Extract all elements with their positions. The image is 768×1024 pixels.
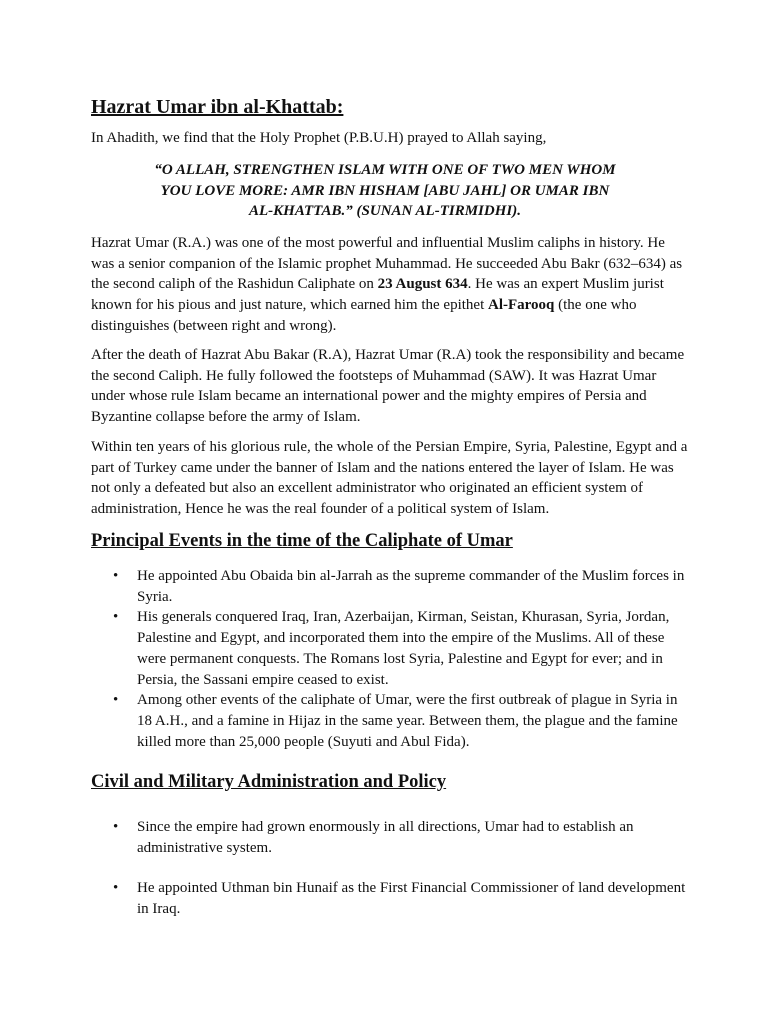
list-item-text: He appointed Abu Obaida bin al-Jarrah as the supreme commander of the Muslim forces in Syria.: [137, 568, 685, 605]
section-heading-principal-events: Principal Events in the time of the Caliphate of Umar: [91, 531, 513, 551]
paragraph-text: (the one who distinguishes (between right and wrong).: [91, 297, 637, 334]
intro-paragraph: In Ahadith, we find that the Holy Prophet (P.B.U.H) prayed to Allah saying,: [91, 130, 547, 146]
bullet-icon: •: [113, 880, 119, 896]
list-item-text: Since the empire had grown enormously in all directions, Umar had to establish an administrative system.: [137, 819, 634, 856]
paragraph-text: . He was an expert Muslim jurist known for his pious and just nature, which earned him the epithet: [91, 276, 664, 314]
quote-line: YOU LOVE MORE: AMR IBN HISHAM [ABU JAHL] OR UMAR IBN: [160, 182, 610, 199]
list-item: [91, 878, 691, 919]
list-item: [91, 690, 691, 752]
succession-date: 23 August 634: [377, 276, 468, 293]
caliphate-paragraph: After the death of Hazrat Abu Bakar (R.A), Hazrat Umar (R.A) took the responsibility and became the second Caliph. He fully followed the footsteps of Muhammad (SAW). It was Hazrat Umar under whose rule Islam became an international power and the mighty empires of Persia and Byzantine collapse before the army of Islam.: [91, 347, 685, 426]
hadith-quote: [120, 160, 650, 222]
list-item-text: His generals conquered Iraq, Iran, Azerbaijan, Kirman, Seistan, Khurasan, Syria, Jordan, Palestine and Egypt, and incorporated them into the empire of the Muslims. All of these were permanent conquests. The Romans lost Syria, Palestine and Egypt for ever; and in Persia, the Sassani empire ceased to exist.: [137, 609, 670, 688]
list-item: [91, 817, 691, 858]
bullet-icon: •: [113, 609, 119, 626]
list-item: [91, 607, 691, 690]
list-item-text: He appointed Uthman bin Hunaif as the First Financial Commissioner of land development in Iraq.: [137, 880, 686, 917]
bullet-icon: •: [113, 819, 119, 835]
paragraph-text: Hazrat Umar (R.A.) was one of the most powerful and influential Muslim caliphs in history. He was a senior companion of the Islamic prophet Muhammad. He succeeded Abu Bakr (632–634) as the second caliph of the Rashidun Caliphate on: [91, 235, 683, 293]
administration-list-item-1: [91, 817, 691, 858]
list-item: [91, 566, 691, 607]
bullet-icon: •: [113, 568, 119, 584]
bullet-icon: •: [113, 692, 119, 709]
biography-paragraph: [91, 233, 691, 337]
epithet: Al-Farooq: [488, 297, 555, 314]
section-heading-administration: Civil and Military Administration and Policy: [91, 772, 447, 792]
page-title: Hazrat Umar ibn al-Khattab:: [91, 96, 344, 118]
administration-list-item-2: [91, 878, 691, 919]
quote-line: AL-KHATTAB.” (SUNAN AL-TIRMIDHI).: [249, 203, 521, 220]
principal-events-list: [91, 566, 691, 752]
quote-line: “O ALLAH, STRENGTHEN ISLAM WITH ONE OF TWO MEN WHOM: [154, 162, 616, 178]
list-item-text: Among other events of the caliphate of Umar, were the first outbreak of plague in Syria in 18 A.H., and a famine in Hijaz in the same year. Between them, the plague and the famine killed more than 25,000 people (Suyuti and Abul Fida).: [137, 692, 678, 750]
conquests-paragraph: Within ten years of his glorious rule, the whole of the Persian Empire, Syria, Palestine, Egypt and a part of Turkey came under the banner of Islam and the nations entered the layer of Islam. He was not only a defeated but also an excellent administrator who originated an efficient system of administration, Hence he was the real founder of a political system of Islam.: [91, 439, 688, 518]
